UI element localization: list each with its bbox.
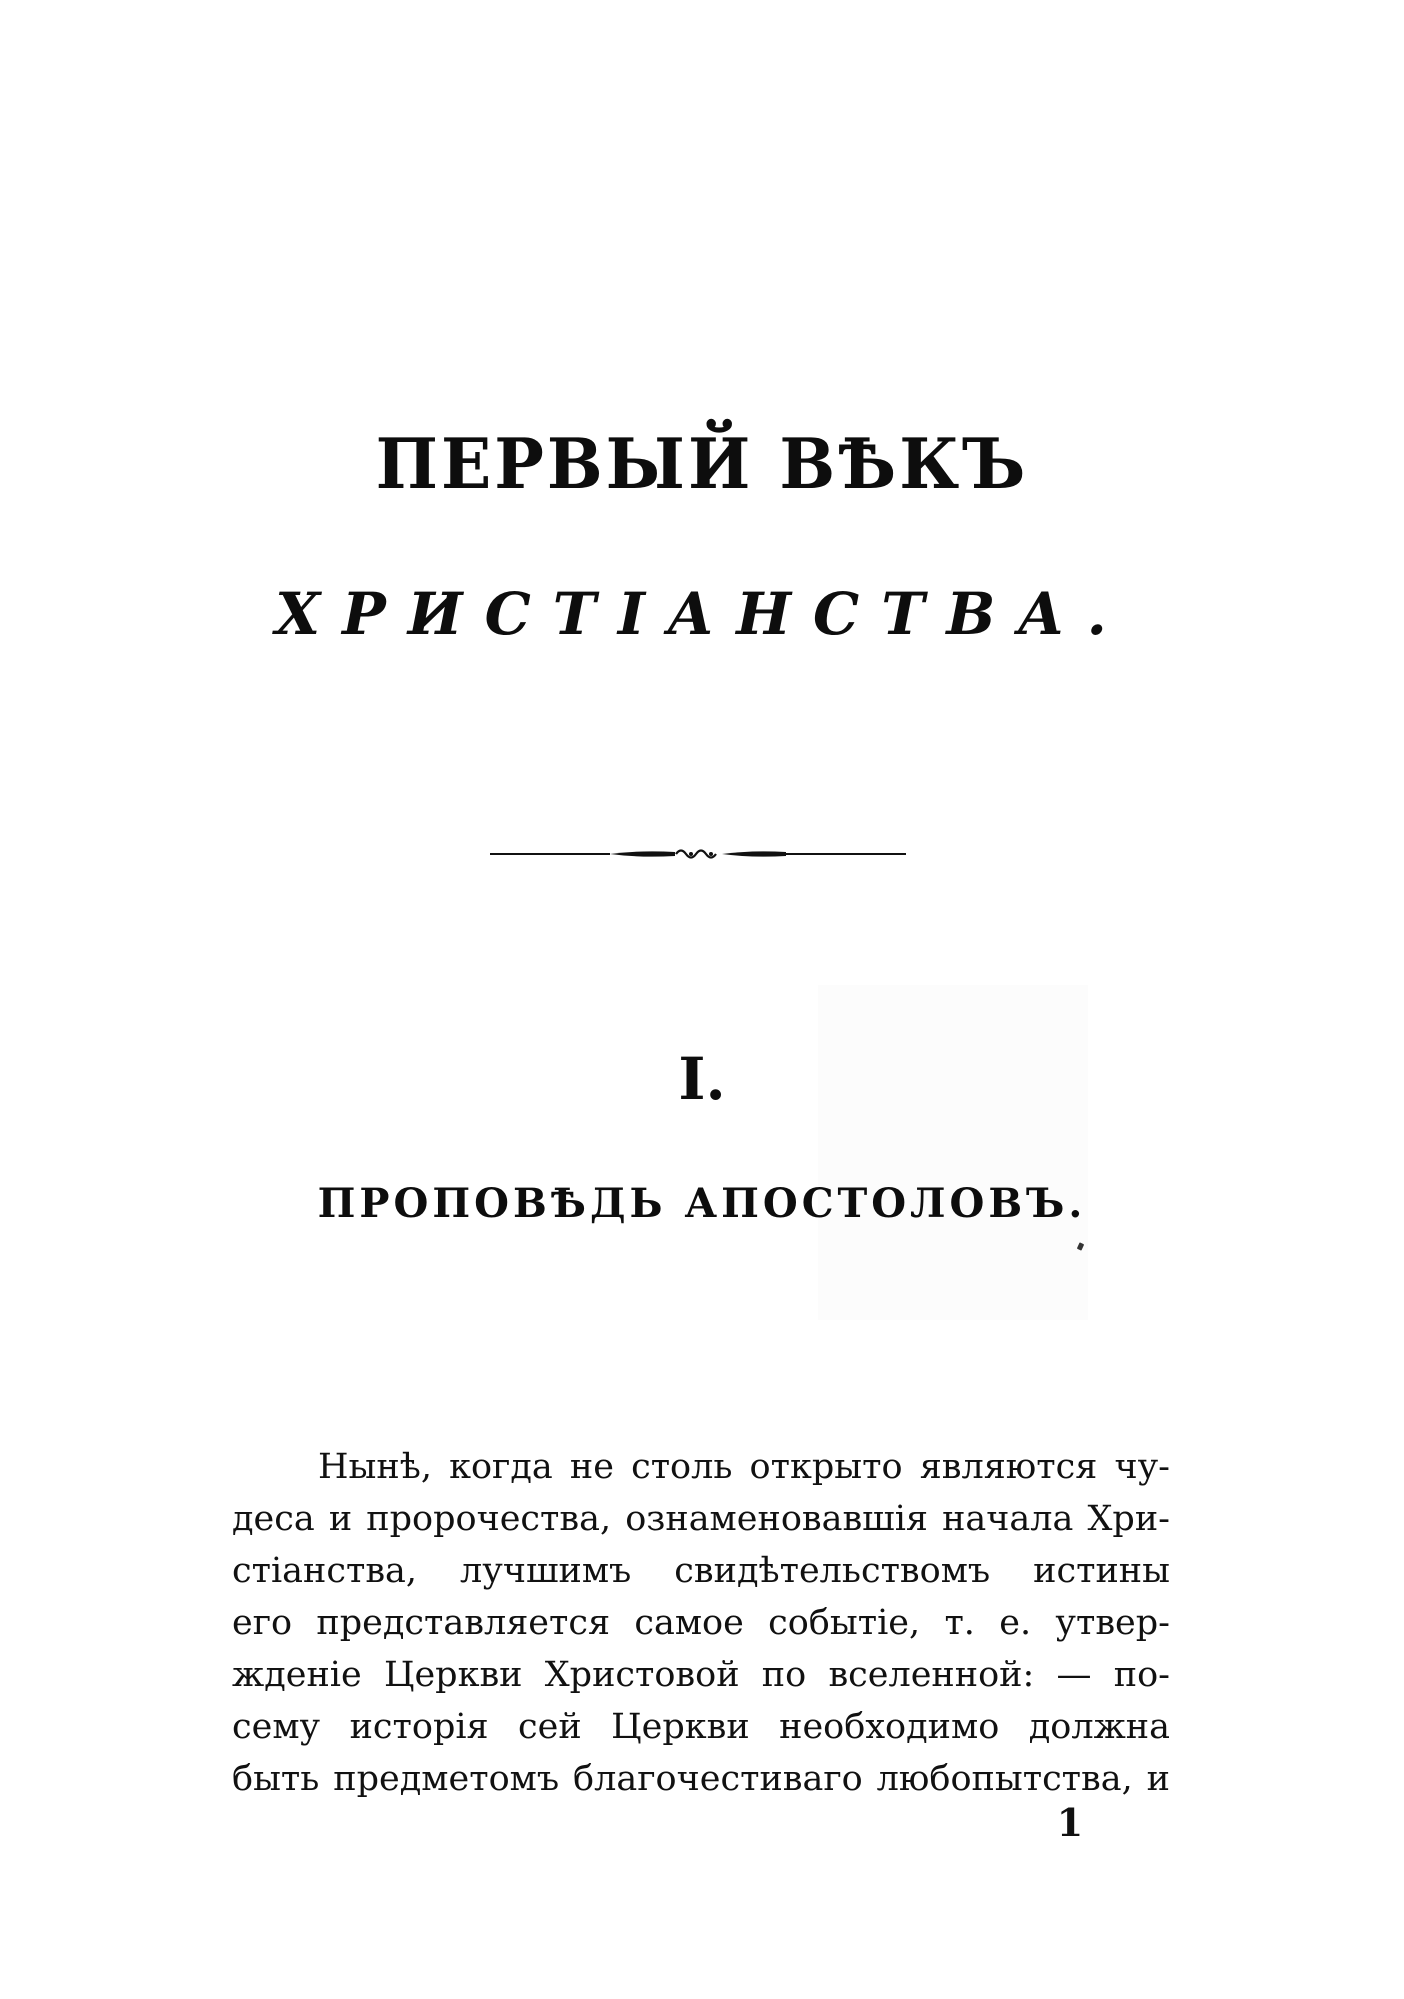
body-line: жденіе Церкви Христовой по вселенной: — по- <box>232 1655 1170 1695</box>
decorative-divider <box>490 840 906 866</box>
body-line: быть предметомъ благочестиваго любопытства, и <box>232 1759 1170 1799</box>
body-line: его представляется самое событіе, т. е. утвер- <box>232 1603 1170 1643</box>
chapter-number: I. <box>678 1045 726 1113</box>
book-title-line2: ХРИСТІАНСТВА. <box>275 580 1129 648</box>
body-paragraph <box>232 1441 1170 1805</box>
body-line: сему исторія сей Церкви необходимо должна <box>232 1707 1170 1747</box>
book-title-line1: ПЕРВЫЙ ВѢКЪ <box>375 423 1029 505</box>
page-number: 1 <box>1056 1800 1084 1845</box>
chapter-title: ПРОПОВѢДЬ АПОСТОЛОВЪ. <box>317 1180 1087 1227</box>
divider-flourish <box>676 851 716 858</box>
body-line: Нынѣ, когда не столь открыто являются чу- <box>318 1447 1170 1487</box>
scan-shading <box>818 985 1088 1320</box>
divider-rule-left <box>490 851 675 856</box>
body-line: стіанства, лучшимъ свидѣтельствомъ истины <box>232 1551 1170 1591</box>
divider-rule-right <box>722 851 906 856</box>
body-line: деса и пророчества, ознаменовавшія начала Хри- <box>232 1499 1170 1539</box>
